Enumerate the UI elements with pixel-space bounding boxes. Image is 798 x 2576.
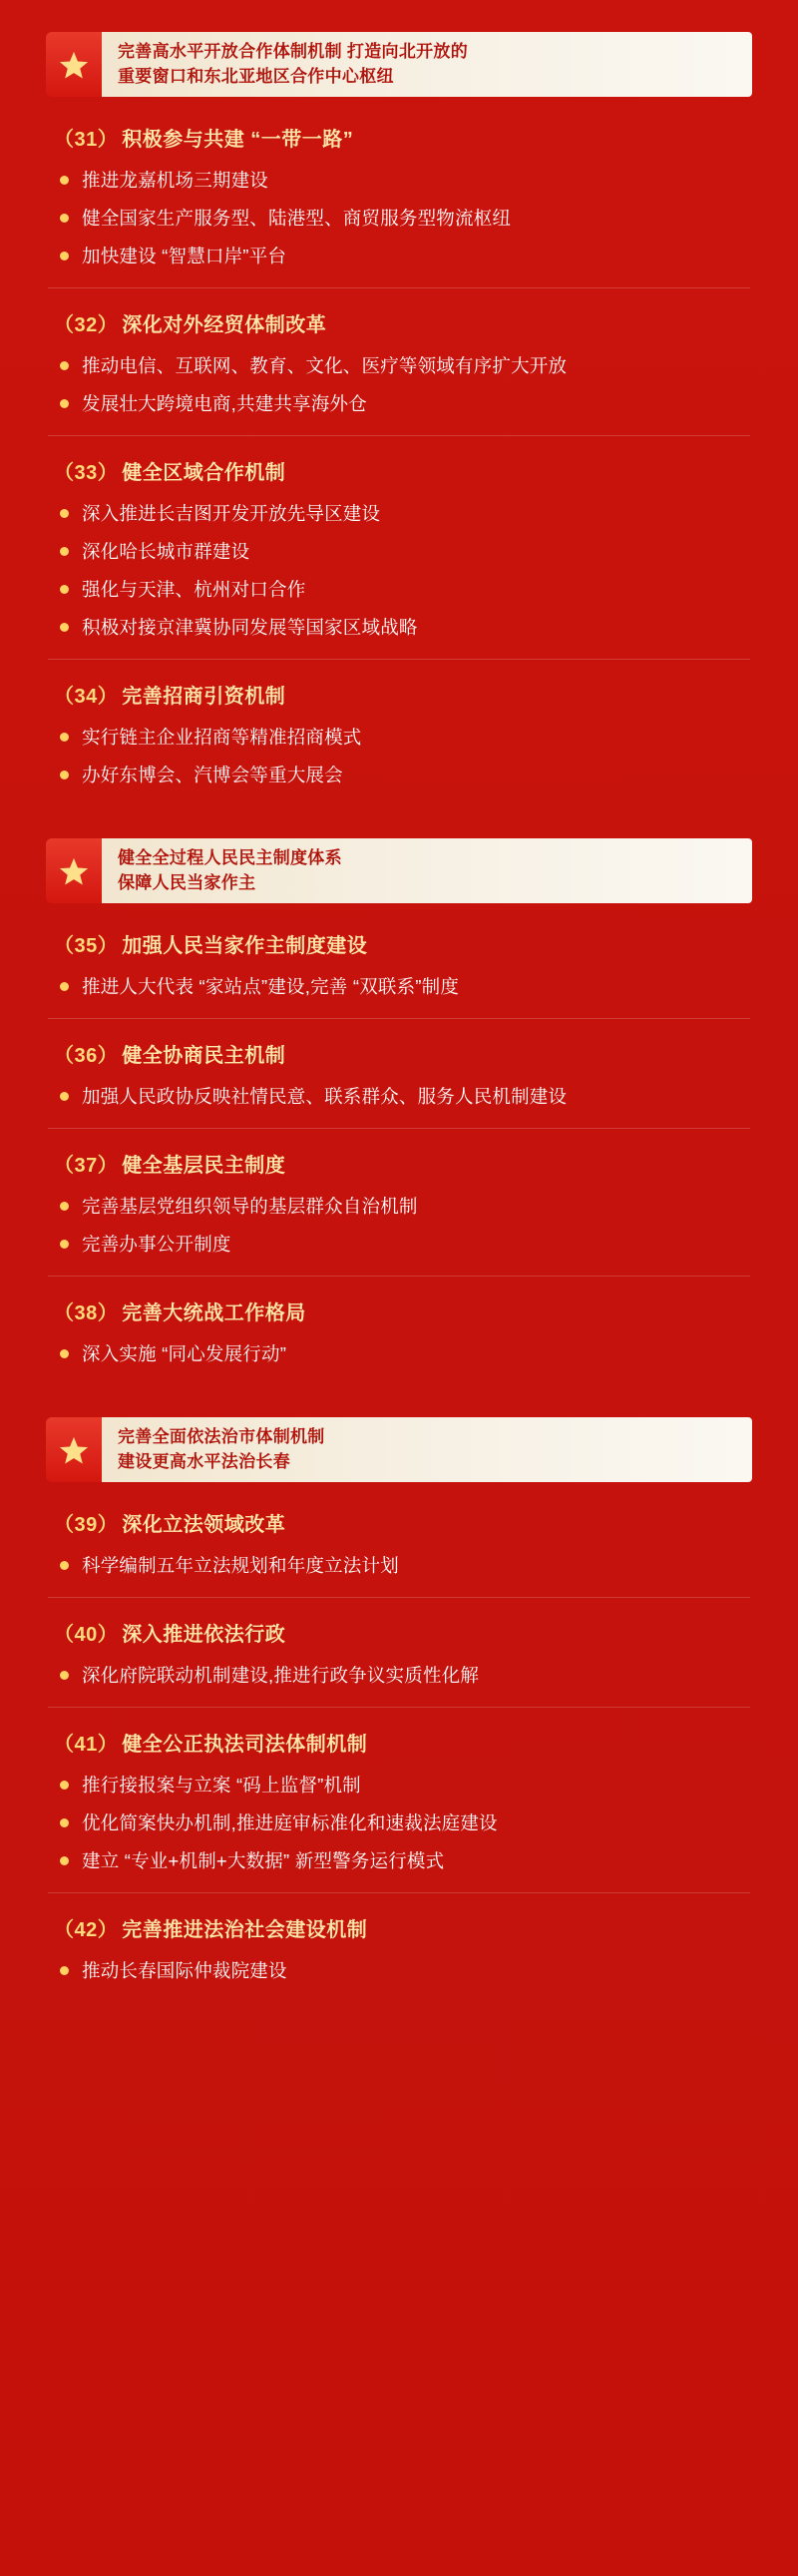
star-icon [46,1417,102,1482]
bullet-dot-icon [60,509,69,518]
measure-number: （41） [54,1734,119,1757]
measure-group [46,1133,752,1277]
measure-bullet-list [46,347,752,429]
measure-bullet-list [46,1547,752,1591]
divider [48,287,750,288]
list-item-text: 实行链主企业招商等精准招商模式 [82,727,362,748]
list-item [56,1335,748,1373]
section-gap [46,1383,752,1399]
list-item [56,1804,748,1842]
measure-bullet-list [46,1767,752,1886]
measure-bullet-list [46,1952,752,1996]
bullet-dot-icon [60,1240,69,1249]
list-item [56,571,748,609]
bullet-dot-icon [60,733,69,742]
list-item-text: 深入实施 “同心发展行动” [82,1343,287,1365]
measure-group [46,1897,752,1996]
list-item-text: 完善基层党组织领导的基层群众自治机制 [82,1196,418,1218]
list-item [56,385,748,423]
measure-number: （38） [54,1302,119,1325]
measure-group [46,292,752,436]
list-item-text: 深化哈长城市群建设 [82,541,250,563]
list-item-text: 推动电信、互联网、教育、文化、医疗等领域有序扩大开放 [82,355,568,377]
list-item [56,162,748,200]
bullet-dot-icon [60,1856,69,1865]
bullet-dot-icon [60,176,69,185]
measure-number: （36） [54,1045,119,1068]
bullet-dot-icon [60,214,69,223]
bullet-dot-icon [60,252,69,260]
measure-number: （37） [54,1155,119,1178]
divider [48,435,750,436]
measure-group-title [46,1712,752,1767]
measure-number: （33） [54,462,119,485]
bullet-dot-icon [60,1349,69,1358]
list-item-text: 健全国家生产服务型、陆港型、商贸服务型物流枢纽 [82,208,512,230]
measure-title-text: 健全协商民主机制 [122,1045,286,1068]
measure-group [46,107,752,288]
measure-title-text: 积极参与共建 “一带一路” [122,129,354,152]
divider [48,659,750,660]
measure-number: （42） [54,1919,119,1942]
bullet-dot-icon [60,1202,69,1211]
list-item [56,495,748,533]
measure-group-title [46,1602,752,1657]
measure-group [46,1492,752,1598]
list-item [56,347,748,385]
measure-title-text: 完善推进法治社会建设机制 [122,1919,368,1942]
list-item-text: 加强人民政协反映社情民意、联系群众、服务人民机制建设 [82,1086,568,1108]
list-item-text: 积极对接京津冀协同发展等国家区域战略 [82,617,418,639]
list-item-text: 科学编制五年立法规划和年度立法计划 [82,1555,399,1577]
measure-group-title [46,1281,752,1335]
measure-group-title [46,1897,752,1952]
section-banner-body [102,1417,752,1482]
measure-group-title [46,1023,752,1078]
section-banner [46,1417,752,1482]
list-item-text: 推进人大代表 “家站点”建设,完善 “双联系”制度 [82,976,460,998]
measure-group-title [46,1133,752,1188]
bullet-dot-icon [60,982,69,991]
measure-bullet-list [46,162,752,281]
measure-group [46,913,752,1019]
measure-group [46,1281,752,1379]
section-banner-line2: 保障人民当家作主 [118,872,256,892]
list-item [56,609,748,647]
measure-bullet-list [46,1078,752,1122]
measure-group-title [46,292,752,347]
list-item [56,1547,748,1585]
measure-group-title [46,1492,752,1547]
divider [48,1018,750,1019]
measure-group-title [46,440,752,495]
bullet-dot-icon [60,1092,69,1101]
measure-title-text: 完善大统战工作格局 [122,1302,306,1325]
measure-bullet-list [46,495,752,653]
bullet-dot-icon [60,585,69,594]
list-item [56,757,748,794]
star-icon [46,32,102,97]
measure-group [46,440,752,660]
list-item-text: 完善办事公开制度 [82,1234,231,1256]
list-item-text: 推行接报案与立案 “码上监督”机制 [82,1775,361,1797]
measure-number: （39） [54,1514,119,1537]
measure-title-text: 深化立法领域改革 [122,1514,286,1537]
divider [48,1128,750,1129]
measure-number: （32） [54,314,119,337]
bullet-dot-icon [60,399,69,408]
section-banner-text [118,846,342,895]
measure-bullet-list [46,1335,752,1379]
measure-bullet-list [46,1188,752,1270]
list-item-text: 建立 “专业+机制+大数据” 新型警务运行模式 [82,1850,445,1872]
section [46,1417,752,2016]
divider [48,1707,750,1708]
list-item [56,719,748,757]
list-item [56,1952,748,1990]
section-banner-line1: 完善全面依法治市体制机制 [118,1427,325,1447]
section-banner-line1: 健全全过程人民民主制度体系 [118,847,342,867]
measure-bullet-list [46,1657,752,1701]
measure-group-title [46,664,752,719]
list-item-text: 加快建设 “智慧口岸”平台 [82,246,287,267]
sections-container [46,32,752,2016]
section-banner-body [102,838,752,903]
bullet-dot-icon [60,361,69,370]
measure-bullet-list [46,968,752,1012]
list-item-text: 强化与天津、杭州对口合作 [82,579,306,601]
star-icon [46,838,102,903]
measure-number: （31） [54,129,119,152]
list-item-text: 深入推进长吉图开发开放先导区建设 [82,503,381,525]
section [46,838,752,1399]
list-item [56,968,748,1006]
bullet-dot-icon [60,771,69,779]
divider [48,1892,750,1893]
bullet-dot-icon [60,1781,69,1790]
list-item-text: 办好东博会、汽博会等重大展会 [82,764,343,785]
list-item [56,1767,748,1804]
measure-number: （40） [54,1624,119,1647]
list-item [56,533,748,571]
measure-title-text: 健全区域合作机制 [122,462,286,485]
section-banner [46,838,752,903]
list-item [56,1188,748,1226]
list-item-text: 深化府院联动机制建设,推进行政争议实质性化解 [82,1665,480,1687]
measure-number: （35） [54,935,119,958]
measure-group [46,664,752,800]
measure-title-text: 健全基层民主制度 [122,1155,286,1178]
section-banner-body [102,32,752,97]
section-gap [46,804,752,820]
list-item [56,1657,748,1695]
measure-group [46,1023,752,1129]
list-item [56,1842,748,1880]
section-banner-line2: 重要窗口和东北亚地区合作中心枢纽 [118,66,394,86]
divider [48,1276,750,1277]
measure-bullet-list [46,719,752,800]
list-item [56,1226,748,1264]
section-gap [46,2000,752,2016]
measure-title-text: 完善招商引资机制 [122,686,286,708]
list-item-text: 推动长春国际仲裁院建设 [82,1960,287,1982]
bullet-dot-icon [60,623,69,632]
measure-group-title [46,913,752,968]
section-banner-text [118,1425,325,1474]
divider [48,1597,750,1598]
section-banner-line2: 建设更高水平法治长春 [118,1451,290,1471]
section [46,32,752,820]
measure-group [46,1712,752,1893]
list-item [56,200,748,238]
measure-title-text: 加强人民当家作主制度建设 [122,935,368,958]
measure-title-text: 深化对外经贸体制改革 [122,314,327,337]
section-banner-text [118,40,468,89]
list-item [56,238,748,275]
list-item-text: 发展壮大跨境电商,共建共享海外仓 [82,393,367,415]
list-item-text: 推进龙嘉机场三期建设 [82,170,269,192]
bullet-dot-icon [60,1561,69,1570]
list-item-text: 优化简案快办机制,推进庭审标准化和速裁法庭建设 [82,1812,498,1834]
section-banner-line1: 完善高水平开放合作体制机制 打造向北开放的 [118,42,469,61]
measure-number: （34） [54,686,119,708]
measure-title-text: 深入推进依法行政 [122,1624,286,1647]
bullet-dot-icon [60,547,69,556]
bullet-dot-icon [60,1818,69,1827]
list-item [56,1078,748,1116]
measure-title-text: 健全公正执法司法体制机制 [122,1734,368,1757]
measure-group [46,1602,752,1708]
bullet-dot-icon [60,1966,69,1975]
section-banner [46,32,752,97]
measure-group-title [46,107,752,162]
bullet-dot-icon [60,1671,69,1680]
